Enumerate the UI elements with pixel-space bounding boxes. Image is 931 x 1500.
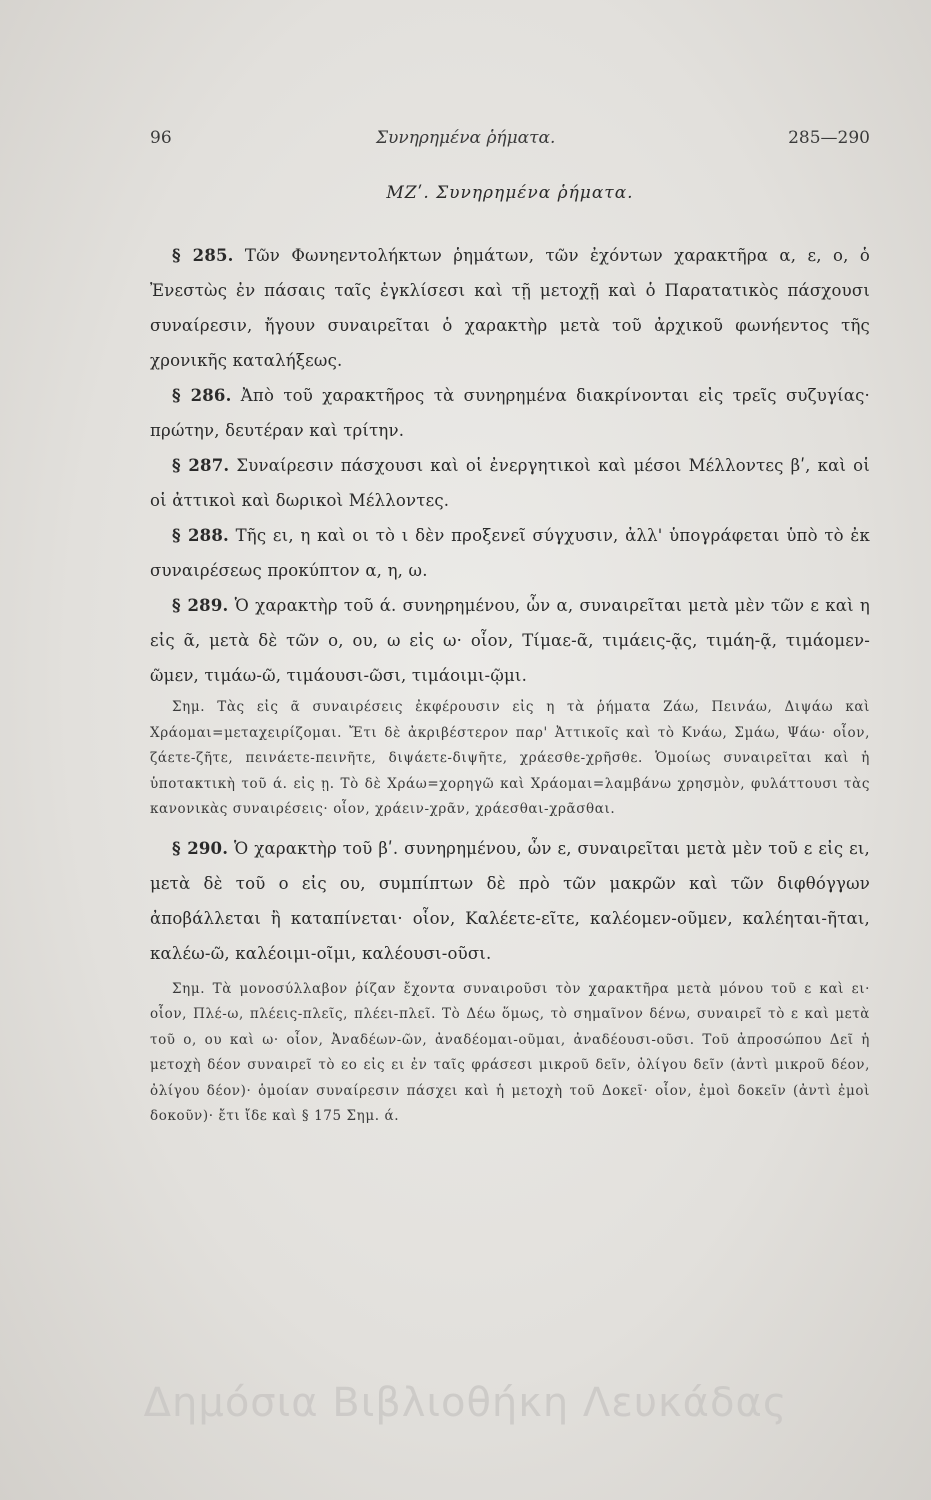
- paragraph-288: [150, 518, 870, 588]
- note-text: Τὰς εἰς ᾶ συναιρέσεις ἐκφέρουσιν εἰς η τὰ ῥήματα Ζάω, Πεινάω, Διψάω καὶ Χράομαι=μεταχειρίζομαι. Ἔτι δὲ ἀκριβέστερον παρ' Ἀττικοῖς καὶ τὸ Κνάω, Σμάω, Ψάω· οἷον, ζάετε-ζῆτε, πεινάετε-πεινῆτε, διψάετε-διψῆτε, χράεσθε-χρῆσθε. Ὁμοίως συναιρεῖται καὶ ἡ ὑποτακτικὴ τοῦ ά. εἰς ῃ. Τὸ δὲ Χράω=χορηγῶ καὶ Χράομαι=λαμβάνω χρησμὸν, φυλάττουσι τὰς κανονικὰς συναιρέσεις· οἷον, χράειν-χρᾶν, χράεσθαι-χρᾶσθαι.: [150, 699, 870, 817]
- chapter-title: ΜΖʹ. Συνηρημένα ῥήματα.: [386, 183, 634, 203]
- paragraph-text: Ἀπὸ τοῦ χαρακτῆρος τὰ συνηρημένα διακρίνονται εἰς τρεῖς συζυγίας· πρώτην, δευτέραν καὶ τρίτην.: [150, 386, 870, 440]
- page-header: [150, 128, 870, 158]
- section-number: § 290.: [172, 838, 229, 858]
- section-range: 285—290: [788, 128, 870, 148]
- note-label: Σημ.: [172, 980, 206, 997]
- note-290: [150, 977, 870, 1130]
- note-label: Σημ.: [172, 699, 206, 715]
- section-number: § 288.: [172, 526, 229, 545]
- paragraph-text: Συναίρεσιν πάσχουσι καὶ οἱ ἐνεργητικοὶ καὶ μέσοι Μέλλοντες βʹ, καὶ οἱ οἱ ἀττικοὶ καὶ δωρικοὶ Μέλλοντες.: [150, 456, 870, 510]
- note-text: Τὰ μονοσύλλαβον ῥίζαν ἔχοντα συναιροῦσι τὸν χαρακτῆρα μετὰ μόνου τοῦ ε καὶ ει· οἷον, Πλέ-ω, πλέεις-πλεῖς, πλέει-πλεῖ. Τὸ Δέω ὅμως, τὸ σημαῖνον δένω, συναιρεῖ τὸ ε καὶ μετὰ τοῦ ο, ου καὶ ω· οἷον, Ἀναδέων-ῶν, ἀναδέομαι-οῦμαι, ἀναδέουσι-οῦσι. Τοῦ ἀπροσώπου Δεῖ ἡ μετοχὴ δέον συναιρεῖ τὸ εο εἰς ει ἐν ταῖς φράσεσι μικροῦ δεῖν, ὀλίγου δεῖν (ἀντὶ μικροῦ δέον, ὀλίγου δέον)· ὁμοίαν συναίρεσιν πάσχει καὶ ἡ μετοχὴ τοῦ Δοκεῖ· οἷον, ἐμοὶ δοκεῖν (ἀντὶ ἐμοὶ δοκοῦν)· ἔτι ἴδε καὶ § 175 Σημ. ά.: [150, 980, 870, 1124]
- section-number: § 285.: [172, 246, 234, 265]
- section-number: § 289.: [172, 596, 229, 615]
- paragraph-286: [150, 378, 870, 448]
- paragraph-text: Ὁ χαρακτὴρ τοῦ βʹ. συνηρημένου, ὧν ε, συναιρεῖται μετὰ μὲν τοῦ ε εἰς ει, μετὰ δὲ τοῦ ο εἰς ου, συμπίπτων δὲ πρὸ τῶν μακρῶν καὶ τῶν διφθόγγων ἀποβάλλεται ἢ καταπίνεται· οἷον, Καλέετε-εῖτε, καλέομεν-οῦμεν, καλέηται-ῆται, καλέω-ῶ, καλέοιμι-οῖμι, καλέουσι-οῦσι.: [150, 838, 870, 963]
- section-number: § 286.: [172, 386, 232, 405]
- running-title: Συνηρημένα ῥήματα.: [376, 128, 556, 148]
- page-number: 96: [150, 128, 172, 148]
- paragraph-text: Ὁ χαρακτὴρ τοῦ ά. συνηρημένου, ὧν α, συναιρεῖται μετὰ μὲν τῶν ε καὶ η εἰς ᾶ, μετὰ δὲ τῶν ο, ου, ω εἰς ω· οἷον, Τίμαε-ᾶ, τιμάεις-ᾷς, τιμάη-ᾷ, τιμάομεν-ῶμεν, τιμάω-ῶ, τιμάουσι-ῶσι, τιμάοιμι-ῷμι.: [150, 596, 871, 685]
- paragraph-287: [150, 448, 870, 518]
- library-watermark: Δημόσια Βιβλιοθήκη Λευκάδας: [143, 1380, 788, 1426]
- paragraph-290: [150, 831, 870, 971]
- paragraph-text: Τῆς ει, η καὶ οι τὸ ι δὲν προξενεῖ σύγχυσιν, ἀλλ' ὑπογράφεται ὑπὸ τὸ ἐκ συναιρέσεως προκύπτον α, η, ω.: [150, 526, 871, 580]
- note-289: [150, 695, 870, 823]
- paragraph-text: Τῶν Φωνηεντολήκτων ῥημάτων, τῶν ἐχόντων χαρακτῆρα α, ε, ο, ὁ Ἐνεστὼς ἐν πάσαις ταῖς ἐγκλίσεσι καὶ τῇ μετοχῇ καὶ ὁ Παρατατικὸς πάσχουσι συναίρεσιν, ἤγουν συναιρεῖται ὁ χαρακτὴρ μετὰ τοῦ ἀρχικοῦ φωνήεντος τῆς χρονικῆς καταλήξεως.: [150, 246, 870, 370]
- page-body: [150, 238, 870, 1130]
- paragraph-285: [150, 238, 870, 378]
- section-number: § 287.: [172, 456, 230, 475]
- paragraph-289: [150, 588, 870, 693]
